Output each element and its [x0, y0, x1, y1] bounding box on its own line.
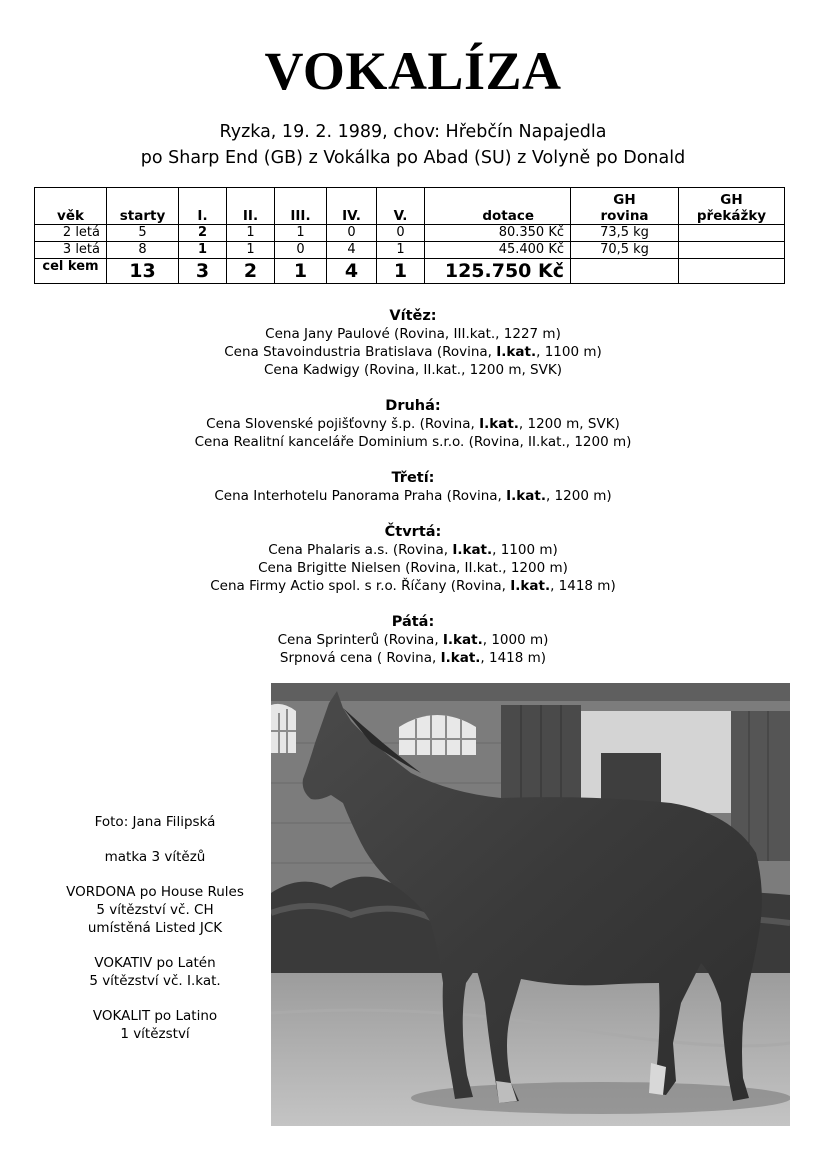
horse-photo [271, 683, 790, 1126]
cell-gh-flat: 70,5 kg [571, 242, 679, 259]
section-heading: Třetí: [391, 470, 435, 486]
table-row [35, 242, 785, 259]
section-wins [0, 307, 826, 379]
race-text-end: , 1000 m) [482, 632, 549, 648]
race-text-end: , 1200 m, SVK) [518, 416, 620, 432]
race-category: I.kat. [506, 488, 546, 504]
cell-total-starts: 13 [107, 259, 179, 284]
horse-info-line: Ryzka, 19. 2. 1989, chov: Hřebčín Napajedla [219, 122, 607, 142]
race-category: I.kat. [479, 416, 519, 432]
cell-age: 3 letá [35, 242, 107, 259]
cell-prize: 80.350 Kč [425, 225, 571, 242]
cell-first: 1 [179, 242, 227, 259]
offspring-entry [40, 954, 270, 990]
header-gh-jump-bottom: překážky [696, 208, 767, 224]
pedigree-line: po Sharp End (GB) z Vokálka po Abad (SU) z Volyně po Donald [140, 148, 686, 168]
race-category: I.kat. [442, 632, 483, 648]
dam-note [40, 848, 270, 866]
section-third-places [0, 469, 826, 505]
header-starts: starty [107, 188, 179, 225]
race-text: Cena Stavoindustria Bratislava (Rovina, [224, 344, 497, 360]
dam-note-text: matka 3 vítězů [104, 849, 206, 865]
race-text: Cena Firmy Actio spol. s r.o. Říčany (Rovina, [210, 578, 511, 594]
cell-fifth: 0 [377, 225, 425, 242]
race-entry [0, 487, 826, 505]
section-heading: Vítěz: [389, 308, 437, 324]
header-fifth: V. [377, 188, 425, 225]
cell-fifth: 1 [377, 242, 425, 259]
offspring-detail: umístěná Listed JCK [87, 920, 223, 936]
race-category: I.kat. [510, 578, 551, 594]
race-entry [0, 361, 826, 379]
cell-starts: 8 [107, 242, 179, 259]
section-second-places [0, 397, 826, 451]
header-gh-flat-top: GH [613, 192, 636, 208]
cell-first: 2 [179, 225, 227, 242]
header-second: II. [227, 188, 275, 225]
cell-total-gh-jump [679, 259, 785, 284]
window-center [399, 715, 476, 755]
race-text-end: , 1200 m) [545, 488, 612, 504]
cell-total-prize: 125.750 Kč [425, 259, 571, 284]
section-heading: Čtvrtá: [384, 524, 442, 540]
header-third: III. [275, 188, 327, 225]
offspring-entry [40, 883, 270, 937]
race-text-end: , 1100 m) [536, 344, 602, 360]
race-entry [0, 541, 826, 559]
cell-total-second: 2 [227, 259, 275, 284]
race-entry [0, 577, 826, 595]
race-entry [0, 559, 826, 577]
header-first: I. [179, 188, 227, 225]
header-prize: dotace [425, 188, 571, 225]
race-text: Cena Slovenské pojišťovny š.p. (Rovina, [206, 416, 480, 432]
header-fourth: IV. [327, 188, 377, 225]
header-gh-jump [679, 188, 785, 225]
table-total-row [35, 259, 785, 284]
offspring-detail: 5 vítězství vč. I.kat. [89, 973, 221, 989]
race-entry [0, 631, 826, 649]
cell-age: 2 letá [35, 225, 107, 242]
window-left [271, 704, 296, 753]
race-text: Cena Brigitte Nielsen (Rovina, II.kat., 1200 m) [258, 560, 568, 576]
race-text: Cena Sprinterů (Rovina, [277, 632, 443, 648]
cell-second: 1 [227, 225, 275, 242]
offspring-name: VORDONA po House Rules [66, 884, 244, 900]
placings-list [0, 307, 826, 685]
race-entry [0, 415, 826, 433]
header-gh-jump-top: GH [720, 192, 743, 208]
cell-third: 1 [275, 225, 327, 242]
race-text-end: , 1418 m) [550, 578, 616, 594]
offspring-name: VOKALIT po Latino [92, 1008, 218, 1024]
race-text: Cena Jany Paulové (Rovina, III.kat., 1227 m) [265, 326, 561, 342]
section-heading: Pátá: [391, 614, 435, 630]
offspring-detail: 1 vítězství [120, 1026, 190, 1042]
header-gh-flat [571, 188, 679, 225]
race-text-end: , 1418 m) [480, 650, 547, 666]
offspring-detail: 5 vítězství vč. CH [96, 902, 214, 918]
table-header-row [35, 188, 785, 225]
cell-starts: 5 [107, 225, 179, 242]
cell-total-label: cel kem [35, 259, 107, 284]
cell-fourth: 4 [327, 242, 377, 259]
photo-credit-text: Foto: Jana Filipská [94, 814, 216, 830]
race-text: Cena Interhotelu Panorama Praha (Rovina, [214, 488, 507, 504]
cell-total-third: 1 [275, 259, 327, 284]
page-title: VOKALÍZA [264, 41, 562, 101]
section-fourth-places [0, 523, 826, 595]
cell-fourth: 0 [327, 225, 377, 242]
section-heading: Druhá: [385, 398, 441, 414]
offspring-name: VOKATIV po Latén [94, 955, 216, 971]
cell-total-gh-flat [571, 259, 679, 284]
cell-gh-jump [679, 225, 785, 242]
race-text: Cena Kadwigy (Rovina, II.kat., 1200 m, SVK) [264, 362, 562, 378]
cell-second: 1 [227, 242, 275, 259]
cell-total-first: 3 [179, 259, 227, 284]
race-stats-table [34, 187, 785, 284]
cell-third: 0 [275, 242, 327, 259]
race-entry [0, 325, 826, 343]
cell-prize: 45.400 Kč [425, 242, 571, 259]
race-text: Cena Phalaris a.s. (Rovina, [268, 542, 453, 558]
header-gh-flat-bottom: rovina [600, 208, 649, 224]
photo-notes [40, 813, 270, 1060]
photo-credit [40, 813, 270, 831]
cell-gh-flat: 73,5 kg [571, 225, 679, 242]
header-age: věk [35, 188, 107, 225]
race-category: I.kat. [440, 650, 481, 666]
section-fifth-places [0, 613, 826, 667]
race-text: Cena Realitní kanceláře Dominium s.r.o. (Rovina, II.kat., 1200 m) [194, 434, 632, 450]
race-text: Srpnová cena ( Rovina, [279, 650, 441, 666]
offspring-entry [40, 1007, 270, 1043]
cell-gh-jump [679, 242, 785, 259]
race-text-end: , 1100 m) [492, 542, 558, 558]
cell-total-fourth: 4 [327, 259, 377, 284]
cell-total-fifth: 1 [377, 259, 425, 284]
race-entry [0, 433, 826, 451]
race-category: I.kat. [496, 344, 537, 360]
race-entry [0, 649, 826, 667]
race-entry [0, 343, 826, 361]
table-row [35, 225, 785, 242]
race-category: I.kat. [452, 542, 493, 558]
